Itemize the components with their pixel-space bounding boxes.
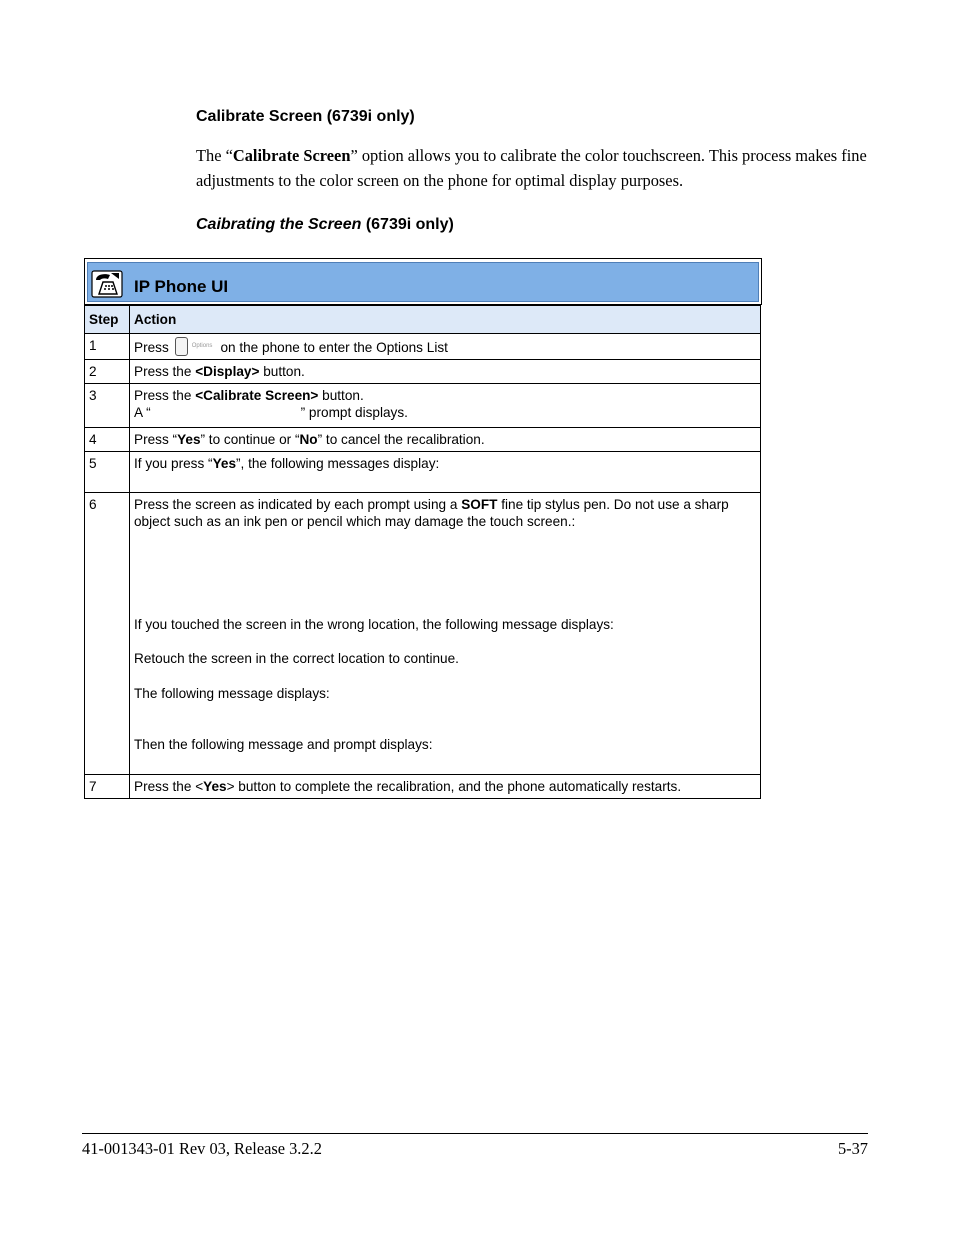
- step-number: 3: [85, 384, 130, 428]
- table-row: [85, 384, 761, 428]
- table-banner-title: IP Phone UI: [134, 277, 229, 296]
- footer-page-number: 5-37: [837, 1139, 868, 1158]
- action-text: Press: [134, 340, 169, 355]
- table-header-row: [85, 306, 761, 334]
- table-row: [85, 493, 761, 775]
- header-step: Step: [85, 306, 130, 334]
- step-number: 4: [85, 428, 130, 452]
- table-banner: [84, 258, 762, 305]
- header-action: Action: [130, 306, 761, 334]
- action-paragraph: Retouch the screen in the correct location to continue.: [134, 651, 459, 666]
- step-action: [130, 360, 761, 384]
- section-heading: Calibrate Screen (6739i only): [196, 108, 415, 125]
- action-text: ” prompt displays.: [300, 405, 408, 420]
- action-text: ”, the following messages display:: [236, 456, 440, 471]
- action-bold: SOFT: [461, 497, 498, 512]
- action-bold: Yes: [203, 779, 227, 794]
- action-paragraph: Then the following message and prompt displays:: [134, 737, 433, 752]
- table-row: [85, 360, 761, 384]
- action-text: on the phone to enter the Options List: [220, 340, 448, 355]
- intro-text-start: The “: [196, 146, 233, 165]
- action-text: Press the screen as indicated by each prompt using a: [134, 497, 462, 512]
- phone-handset-icon: [91, 270, 123, 298]
- intro-bold-term: Calibrate Screen: [232, 146, 351, 165]
- footer-doc-id: 41-001343-01 Rev 03, Release 3.2.2: [82, 1139, 322, 1158]
- action-text: button.: [259, 364, 305, 379]
- step-number: 1: [85, 334, 130, 360]
- step-action: [130, 493, 761, 775]
- step-action: [130, 452, 761, 493]
- action-text: Press the: [134, 364, 196, 379]
- action-bold: No: [299, 432, 318, 447]
- action-text: If you press “: [134, 456, 213, 471]
- action-bold: Yes: [177, 432, 201, 447]
- action-paragraph: The following message displays:: [134, 686, 330, 701]
- step-action: [130, 775, 761, 799]
- options-key-icon: [175, 337, 188, 356]
- sub-heading-rest: (6739i only): [361, 216, 454, 233]
- intro-text-end: ” option allows you to calibrate the color touchscreen. This process makes fine adjustments to the color screen on the phone for optimal display purposes.: [196, 146, 867, 190]
- table-row: [85, 334, 761, 360]
- steps-table: [84, 305, 761, 799]
- step-number: 6: [85, 493, 130, 775]
- step-action: [130, 384, 761, 428]
- step-number: 7: [85, 775, 130, 799]
- step-action: [130, 334, 761, 360]
- footer-rule: [82, 1133, 868, 1134]
- action-bold: <Calibrate Screen>: [195, 388, 319, 403]
- step-action: [130, 428, 761, 452]
- action-text: Press the <: [134, 779, 204, 794]
- sub-heading: [196, 216, 454, 234]
- action-text: ” to cancel the recalibration.: [317, 432, 485, 447]
- action-paragraph: If you touched the screen in the wrong location, the following message displays:: [134, 617, 614, 632]
- action-bold: Yes: [212, 456, 237, 471]
- table-row: [85, 775, 761, 799]
- table-banner-fill: [87, 262, 759, 302]
- action-text: > button to complete the recalibration, and the phone automatically restarts.: [226, 779, 682, 794]
- action-text: button.: [318, 388, 364, 403]
- action-paragraph: [134, 496, 756, 530]
- action-text: fine tip stylus pen. Do not use a sharp object such as an ink pen or pencil which may damage the touch screen.:: [134, 497, 729, 529]
- action-text: A “: [134, 405, 151, 420]
- table-row: [85, 452, 761, 493]
- table-row: [85, 428, 761, 452]
- action-text: Press the: [134, 388, 196, 403]
- sub-heading-italic: Caibrating the Screen: [196, 216, 362, 233]
- action-text: ” to continue or “: [200, 432, 300, 447]
- action-bold: <Display>: [195, 364, 260, 379]
- step-number: 5: [85, 452, 130, 493]
- step-number: 2: [85, 360, 130, 384]
- intro-paragraph: [196, 144, 872, 193]
- options-key-label: Options: [191, 343, 213, 349]
- action-text: Press “: [134, 432, 178, 447]
